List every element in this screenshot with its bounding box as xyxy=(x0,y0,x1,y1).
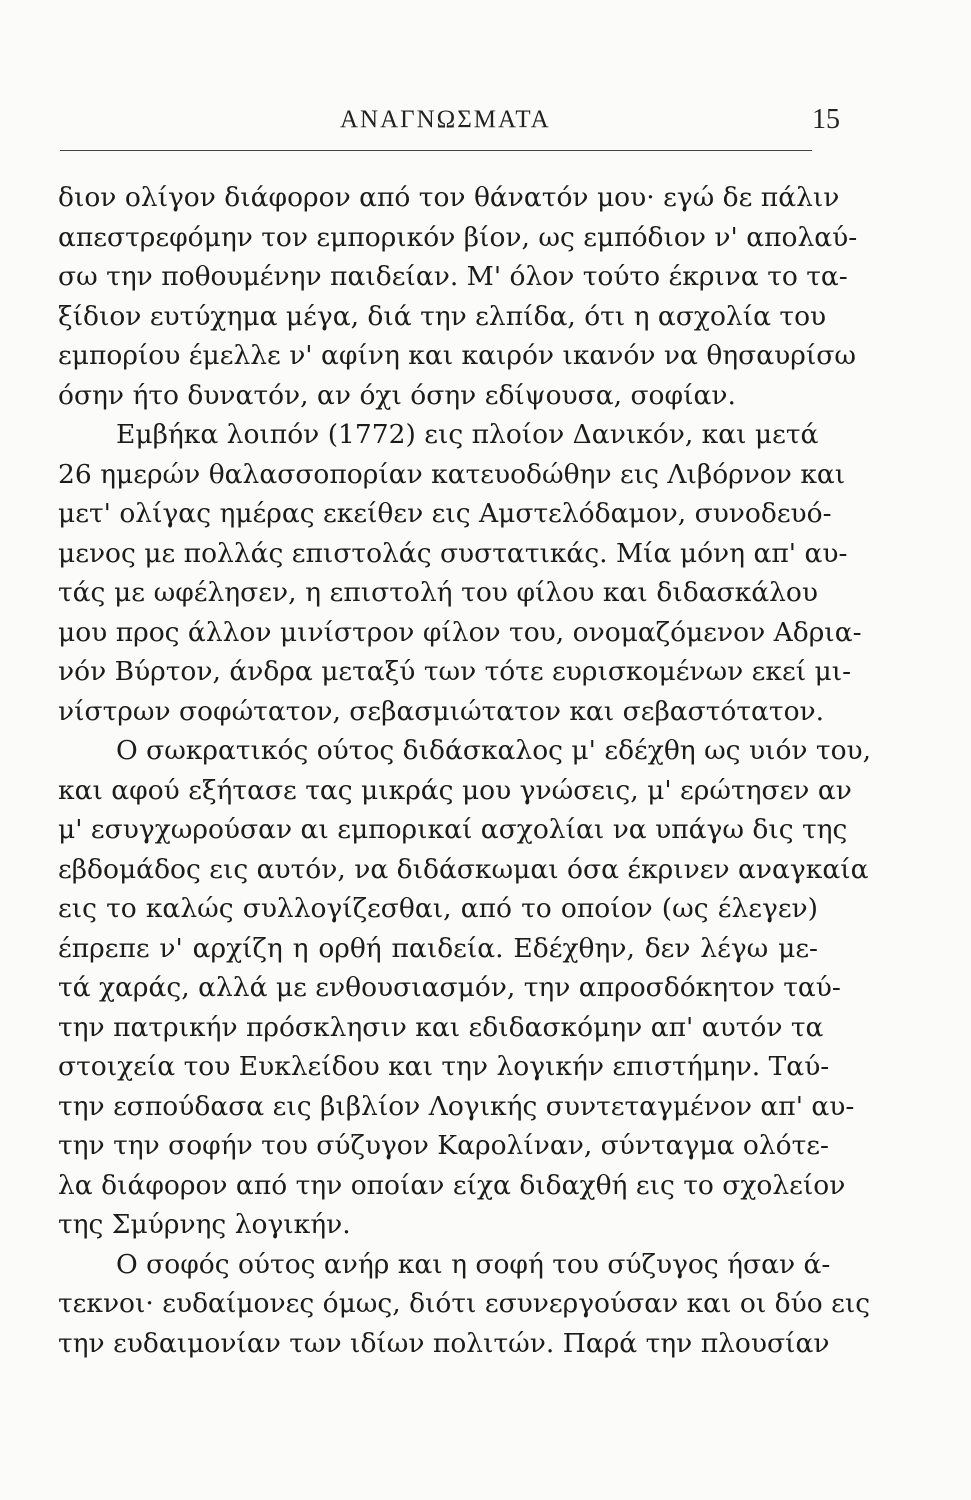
body-text xyxy=(58,178,872,1363)
text-line: εις το καλώς συλλογίζεσθαι, από το οποίον (ως έλεγεν) xyxy=(58,893,818,924)
text-line: της Σμύρνης λογικήν. xyxy=(58,1209,351,1240)
text-line: τάς με ωφέλησεν, η επιστολή του φίλου και διδασκάλου xyxy=(58,577,818,608)
running-head: ΑΝΑΓΝΩΣΜΑΤΑ xyxy=(340,106,551,133)
text-line: τεκνοι· ευδαίμονες όμως, διότι εσυνεργούσαν και οι δύο εις xyxy=(58,1288,871,1319)
page-header xyxy=(60,100,840,144)
text-line: την εσπούδασα εις βιβλίον Λογικής συντεταγμένον απ' αυ- xyxy=(58,1090,855,1122)
text-line: Ο σοφός ούτος ανήρ και η σοφή του σύζυγος ήσαν ά- xyxy=(116,1248,831,1280)
text-line: νίστρων σοφώτατον, σεβασμιώτατον και σεβαστότατον. xyxy=(58,695,825,727)
text-line: διον ολίγον διάφορον από τον θάνατόν μου· εγώ δε πάλιν xyxy=(58,182,840,213)
text-line: Ο σωκρατικός ούτος διδάσκαλος μ' εδέχθη ως υιόν του, xyxy=(116,735,872,766)
text-line: μετ' ολίγας ημέρας εκείθεν εις Αμστελόδαμον, συνοδευό- xyxy=(58,498,832,529)
text-line: εμπορίου έμελλε ν' αφίνη και καιρόν ικανόν να θησαυρίσω xyxy=(58,340,856,371)
page-number: 15 xyxy=(812,104,840,135)
text-line: όσην ήτο δυνατόν, αν όχι όσην εδίψουσα, σοφίαν. xyxy=(58,379,736,411)
text-line: μ' εσυγχωρούσαν αι εμπορικαί ασχολίαι να υπάγω δις της xyxy=(58,814,848,845)
text-line: μενος με πολλάς επιστολάς συστατικάς. Μία μόνη απ' αυ- xyxy=(58,537,848,569)
text-line: στοιχεία του Ευκλείδου και την λογικήν επιστήμην. Ταύ- xyxy=(58,1051,830,1082)
text-line: απεστρεφόμην τον εμπορικόν βίον, ως εμπόδιον ν' απολαύ- xyxy=(58,221,858,253)
text-line: μου προς άλλον μινίστρον φίλον του, ονομαζόμενον Αδρια- xyxy=(58,616,862,648)
text-line: 26 ημερών θαλασσοπορίαν κατευοδώθην εις Λιβόρνον και xyxy=(58,458,846,490)
header-rule xyxy=(60,150,812,151)
text-line: νόν Βύρτον, άνδρα μεταξύ των τότε ευρισκομένων εκεί μι- xyxy=(58,656,852,687)
text-line: την πατρικήν πρόσκλησιν και εδιδασκόμην απ' αυτόν τα xyxy=(58,1011,824,1043)
text-line: την την σοφήν του σύζυγον Καρολίναν, σύνταγμα ολότε- xyxy=(58,1130,829,1161)
text-line: Εμβήκα λοιπόν (1772) εις πλοίον Δανικόν, και μετά xyxy=(116,419,819,450)
text-line: και αφού εξήτασε τας μικράς μου γνώσεις, μ' ερώτησεν αν xyxy=(58,774,852,806)
text-line: την ευδαιμονίαν των ιδίων πολιτών. Παρά την πλουσίαν xyxy=(58,1327,830,1359)
text-line: σω την ποθουμένην παιδείαν. Μ' όλον τούτο έκρινα το τα- xyxy=(58,261,848,292)
text-line: εβδομάδος εις αυτόν, να διδάσκωμαι όσα έκρινεν αναγκαία xyxy=(58,853,869,885)
text-line: έπρεπε ν' αρχίζη η ορθή παιδεία. Εδέχθην, δεν λέγω με- xyxy=(58,932,818,964)
text-line: τά χαράς, αλλά με ενθουσιασμόν, την απροσδόκητον ταύ- xyxy=(58,972,841,1003)
text-line: ξίδιον ευτύχημα μέγα, διά την ελπίδα, ότι η ασχολία του xyxy=(58,300,827,332)
text-line: λα διάφορον από την οποίαν είχα διδαχθή εις το σχολείον xyxy=(58,1169,846,1201)
